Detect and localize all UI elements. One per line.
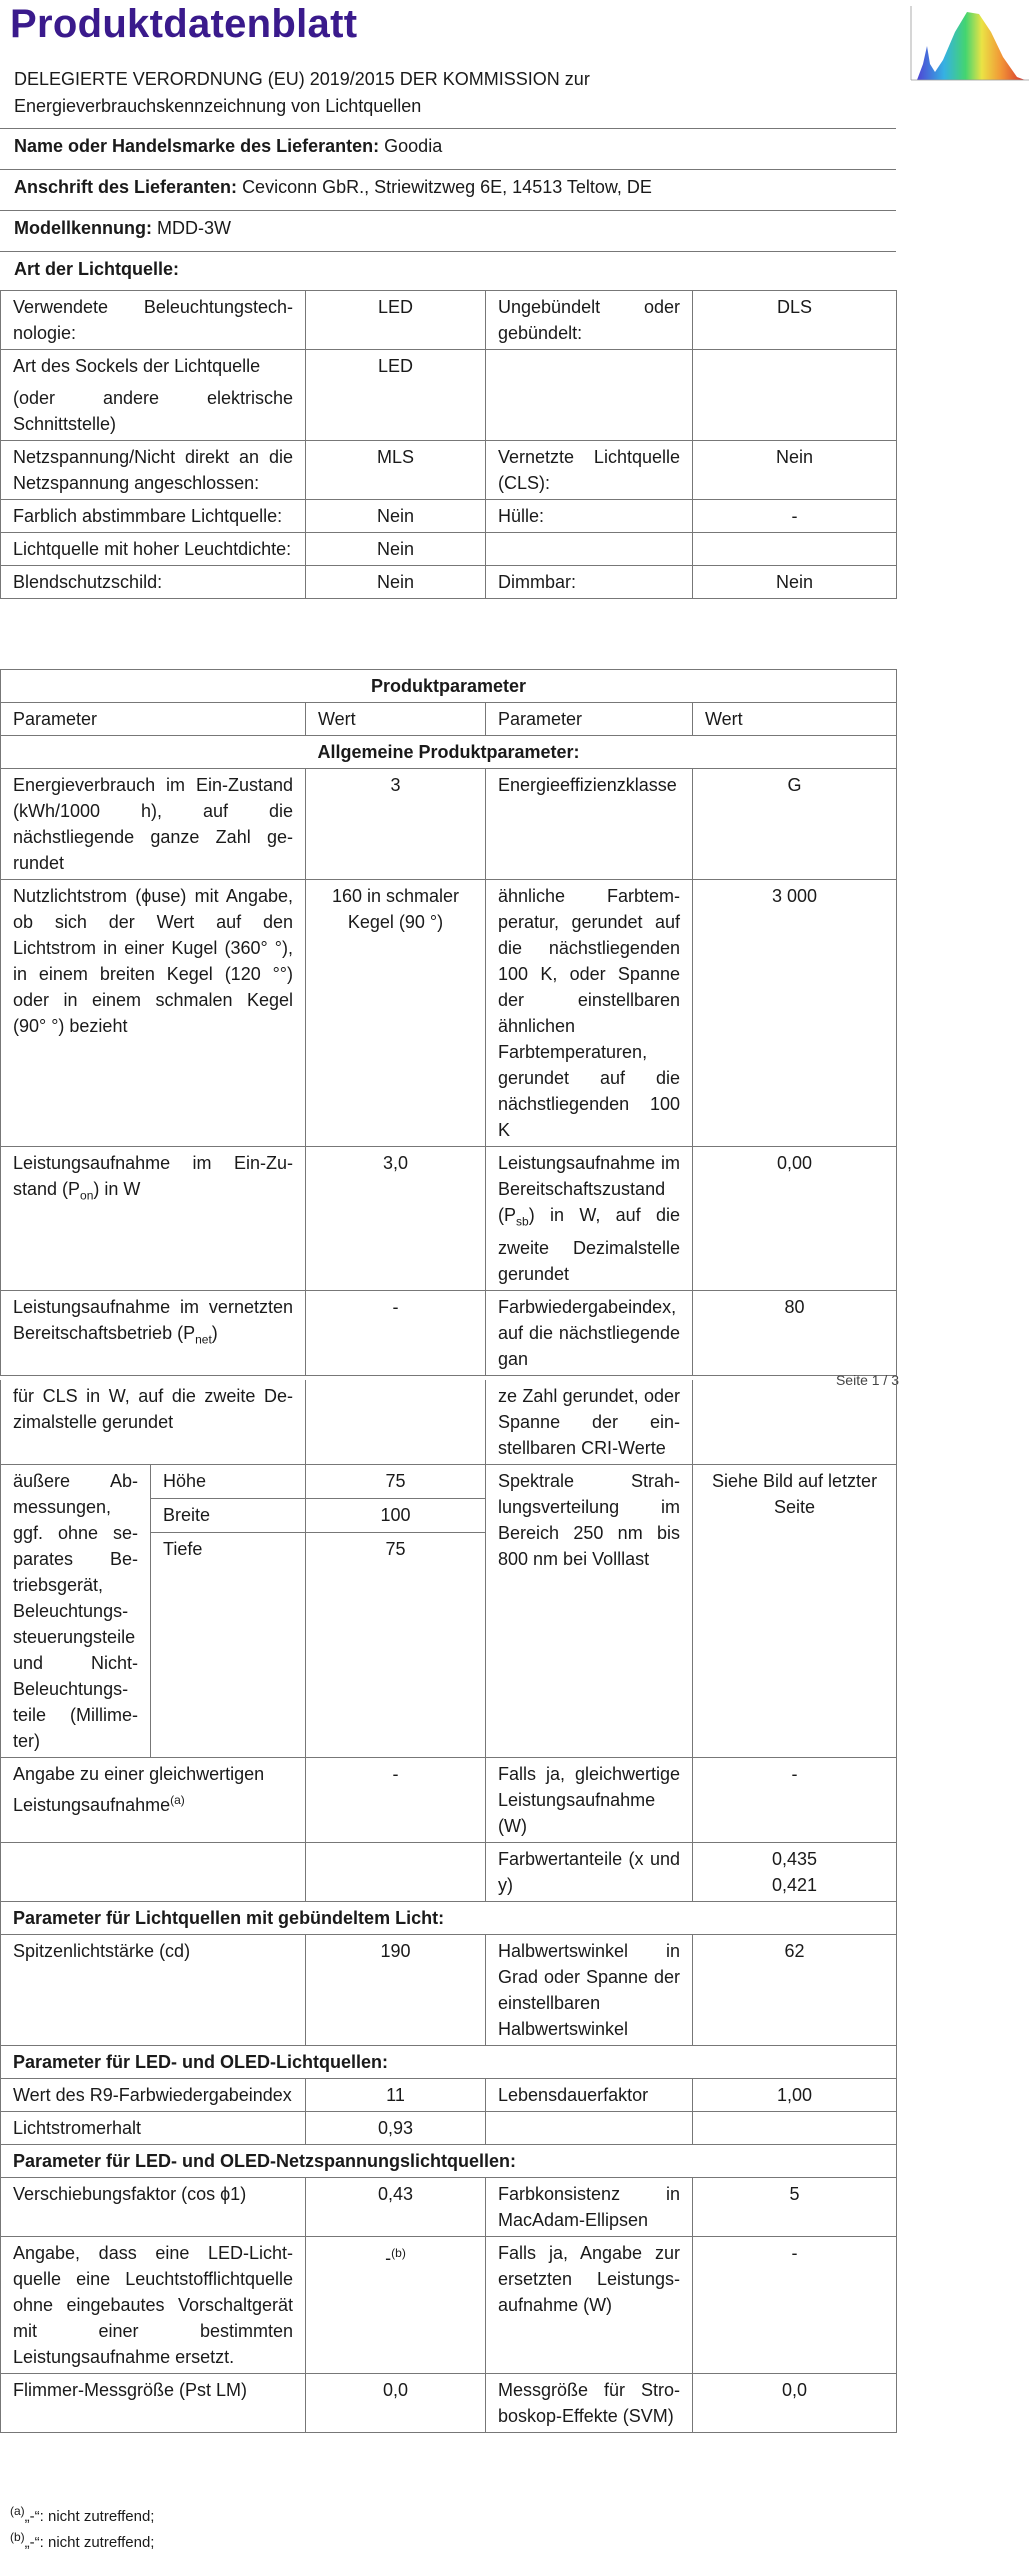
table-cell: Lebensdauerfaktor <box>486 2079 693 2112</box>
spectrum-thumbnail <box>905 2 1033 84</box>
footnote-a: $^{(a)}$„-“: nicht zutreffend; <box>10 2504 155 2525</box>
section-heading: Allgemeine Produktparameter: <box>1 736 897 769</box>
table-cell <box>306 1380 486 1465</box>
table-cell: 190 <box>306 1935 486 2046</box>
table-cell: -$^{(b)}$ <box>306 2237 486 2374</box>
table-row <box>1 1465 897 1499</box>
table-row <box>1 441 897 500</box>
table-cell: 80 <box>693 1290 897 1375</box>
table-cell: Messgröße für Stroboskop-Effekte (SVM) <box>486 2374 693 2433</box>
table-cell: Netzspannung/Nicht direkt an die Netzspannung angeschlossen: <box>1 441 306 500</box>
table-row <box>1 2374 897 2433</box>
section-heading: Produktparameter <box>1 670 897 703</box>
table-cell: Wert <box>693 703 897 736</box>
table-cell: Energieeffizienzklasse <box>486 769 693 880</box>
section-heading: Parameter für LED- und OLED-Lichtquellen: <box>1 2046 897 2079</box>
table-cell: - <box>306 1758 486 1843</box>
table-cell: 0,435 0,421 <box>693 1843 897 1902</box>
table-cell: Art des Sockels der Lichtquelle (oder andere elektrische Schnittstelle) <box>1 350 306 441</box>
address-row: Anschrift des Lieferanten: Ceviconn GbR., Striewitzweg 6E, 14513 Teltow, DE <box>0 169 896 210</box>
footnote-b: $^{(b)}$„-“: nicht zutreffend; <box>10 2530 155 2551</box>
table-row <box>1 291 897 350</box>
page-title: Produktdatenblatt <box>10 2 358 46</box>
regulation-subtitle: DELEGIERTE VERORDNUNG (EU) 2019/2015 DER KOMMISSION zur Energieverbrauchskennzeichnung von Lichtquellen <box>14 69 590 116</box>
table-row <box>1 1380 897 1465</box>
section-heading: Parameter für Lichtquellen mit gebündeltem Licht: <box>1 1902 897 1935</box>
table-cell: DLS <box>693 291 897 350</box>
table-cell: - <box>693 2237 897 2374</box>
table-cell: Verschiebungsfaktor (cos ϕ1) <box>1 2178 306 2237</box>
table-cell <box>486 350 693 441</box>
table-row <box>1 2237 897 2374</box>
table-cell: Falls ja, gleichwertige Leistungsaufnahme (W) <box>486 1758 693 1843</box>
table-cell: 3 000 <box>693 880 897 1147</box>
table-cell: 11 <box>306 2079 486 2112</box>
light-source-table <box>0 290 897 599</box>
table-cell <box>1 1843 306 1902</box>
table-cell: - <box>693 500 897 533</box>
table-cell: 75 <box>306 1533 486 1758</box>
table-cell: Nein <box>306 533 486 566</box>
table-cell: Vernetzte Lichtquelle (CLS): <box>486 441 693 500</box>
table-cell: Verwendete Beleuchtungstechnologie: <box>1 291 306 350</box>
table-cell: Spitzenlichtstärke (cd) <box>1 1935 306 2046</box>
table-cell: 0,43 <box>306 2178 486 2237</box>
table-cell: ähnliche Farbtemperatur, gerundet auf die nächstliegenden 100 K, oder Spanne der einstellbaren ähnlichen Farbtemperaturen, gerundet auf die nächstliegenden 100 K <box>486 880 693 1147</box>
table-cell: Nein <box>306 500 486 533</box>
table-row <box>1 1935 897 2046</box>
supplier-row: Name oder Handelsmarke des Lieferanten: Goodia <box>0 128 896 169</box>
dimensions-label: äußere Abmessungen, ggf. ohne separates Betriebsgerät, Beleuchtungssteuerungsteile und Nicht-Beleuchtungsteile (Millimeter) <box>1 1465 151 1758</box>
table-cell: - <box>693 1758 897 1843</box>
table-row <box>1 566 897 599</box>
table-cell <box>486 533 693 566</box>
table-row <box>1 880 897 1147</box>
table-cell: Flimmer-Messgröße (Pst LM) <box>1 2374 306 2433</box>
table-cell: Farbwiedergabeindex, auf die nächstliegende gan <box>486 1290 693 1375</box>
source-type-heading: Art der Lichtquelle: <box>0 251 896 292</box>
table-cell <box>693 2112 897 2145</box>
table-row <box>1 2178 897 2237</box>
table-cell: Nutzlichtstrom (ϕuse) mit Angabe, ob sich der Wert auf den Lichtstrom in einer Kugel (360° °), in einem breiten Kegel (120 °°) oder in einem schmalen Kegel (90° °) bezieht <box>1 880 306 1147</box>
table-row <box>1 2112 897 2145</box>
table-cell: Angabe, dass eine LED-Lichtquelle eine Leuchtstofflichtquelle ohne eingebautes Vorschaltgerät mit einer bestimmten Leistungsaufnahme ersetzt. <box>1 2237 306 2374</box>
table-row <box>1 1758 897 1843</box>
product-parameters-table <box>0 669 897 1376</box>
table-row <box>1 350 897 441</box>
table-cell: Nein <box>693 566 897 599</box>
table-cell: 100 <box>306 1499 486 1533</box>
table-cell: 0,93 <box>306 2112 486 2145</box>
table-cell <box>693 1380 897 1465</box>
table-cell: Parameter <box>1 703 306 736</box>
table-row <box>1 2079 897 2112</box>
table-row <box>1 1843 897 1902</box>
table-cell: Höhe <box>151 1465 306 1499</box>
table-cell: Falls ja, Angabe zur ersetzten Leistungsaufnahme (W) <box>486 2237 693 2374</box>
table-cell: Nein <box>306 566 486 599</box>
table-cell: 5 <box>693 2178 897 2237</box>
table-cell: Farbkonsistenz in MacAdam-Ellipsen <box>486 2178 693 2237</box>
table-cell: für CLS in W, auf die zweite Dezimalstelle gerundet <box>1 1380 306 1465</box>
table-cell: 75 <box>306 1465 486 1499</box>
table-cell: Ungebündelt oder gebündelt: <box>486 291 693 350</box>
table-cell <box>486 2112 693 2145</box>
table-cell <box>693 350 897 441</box>
table-cell: Blendschutzschild: <box>1 566 306 599</box>
table-row <box>1 769 897 880</box>
table-cell: 0,00 <box>693 1147 897 1291</box>
table-cell: Wert <box>306 703 486 736</box>
table-cell: LED <box>306 291 486 350</box>
table-cell: Leistungsaufnahme im Bereitschaftszustand $(P_{sb})$ in W, auf die zweite Dezimalstelle gerundet <box>486 1147 693 1291</box>
table-header-row <box>1 703 897 736</box>
table-cell <box>306 1843 486 1902</box>
table-cell: 3 <box>306 769 486 880</box>
table-cell: Parameter <box>486 703 693 736</box>
table-cell: Dimmbar: <box>486 566 693 599</box>
table-cell: ze Zahl gerundet, oder Spanne der einstellbaren CRI-Werte <box>486 1380 693 1465</box>
table-cell: Leistungsaufnahme im Ein-Zustand $(P_{on})$ in W <box>1 1147 306 1291</box>
table-cell: Hülle: <box>486 500 693 533</box>
table-cell: Farblich abstimmbare Lichtquelle: <box>1 500 306 533</box>
table-cell: 1,00 <box>693 2079 897 2112</box>
table-cell: Angabe zu einer gleichwertigen Leistungsaufnahme$^{(a)}$ <box>1 1758 306 1843</box>
table-cell: Nein <box>693 441 897 500</box>
table-cell: Siehe Bild auf letzter Seite <box>693 1465 897 1758</box>
table-cell: 3,0 <box>306 1147 486 1291</box>
table-cell: 0,0 <box>693 2374 897 2433</box>
table-row <box>1 533 897 566</box>
table-cell: - <box>306 1290 486 1375</box>
table-cell: 160 in schmaler Kegel (90 °) <box>306 880 486 1147</box>
table-cell: Lichtquelle mit hoher Leuchtdichte: <box>1 533 306 566</box>
table-cell: LED <box>306 350 486 441</box>
table-row <box>1 500 897 533</box>
table-cell: Tiefe <box>151 1533 306 1758</box>
table-cell: Spektrale Strahlungsverteilung im Bereich 250 nm bis 800 nm bei Volllast <box>486 1465 693 1758</box>
table-cell: Energieverbrauch im Ein-Zustand (kWh/1000 h), auf die nächstliegende ganze Zahl gerundet <box>1 769 306 880</box>
table-row <box>1 1147 897 1291</box>
page-number: Seite 1 / 3 <box>835 1372 899 1388</box>
table-cell <box>693 533 897 566</box>
table-cell: Farbwertanteile (x und y) <box>486 1843 693 1902</box>
model-row: Modellkennung: MDD-3W <box>0 210 896 251</box>
table-cell: Leistungsaufnahme im vernetzten Bereitschaftsbetrieb $(P_{net})$ <box>1 1290 306 1375</box>
section-heading: Parameter für LED- und OLED-Netzspannungslichtquellen: <box>1 2145 897 2178</box>
table-cell: G <box>693 769 897 880</box>
table-cell: 62 <box>693 1935 897 2046</box>
table-cell: MLS <box>306 441 486 500</box>
table-cell: Halbwertswinkel in Grad oder Spanne der einstellbaren Halbwertswinkel <box>486 1935 693 2046</box>
product-parameters-table-cont <box>0 1380 897 2433</box>
table-cell: Breite <box>151 1499 306 1533</box>
table-cell: Lichtstromerhalt <box>1 2112 306 2145</box>
table-cell: 0,0 <box>306 2374 486 2433</box>
table-cell: Wert des R9-Farbwiedergabeindex <box>1 2079 306 2112</box>
table-row <box>1 1290 897 1375</box>
